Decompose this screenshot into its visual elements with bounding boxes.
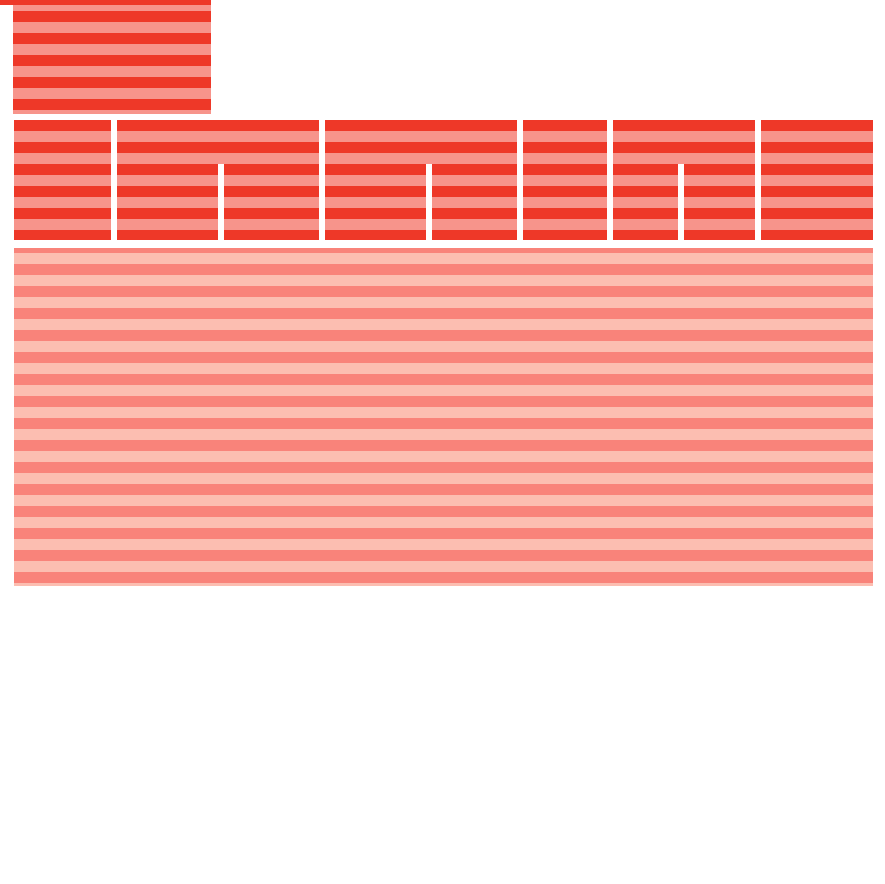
group-header-dolares-1988 [325,120,517,164]
col-header-pib-per-capita [684,164,755,240]
table-title-box [13,5,211,114]
col-header-balanza-comercial [224,164,319,240]
group-header-tasas-crecimiento [613,120,755,164]
col-header-balanza-comercial-1988 [432,164,517,240]
table-body [14,248,873,586]
col-header-balance-fiscal [761,120,873,240]
col-header-balanza-cuenta-corriente-1988 [325,164,426,240]
col-header-pib [613,164,678,240]
col-header-balanza-cuenta-corriente [117,164,218,240]
table-header [14,120,873,240]
group-header-dolares-corrientes [117,120,319,164]
col-header-inflacion [523,120,607,240]
col-header-periodos [14,120,111,240]
footer [14,601,871,617]
